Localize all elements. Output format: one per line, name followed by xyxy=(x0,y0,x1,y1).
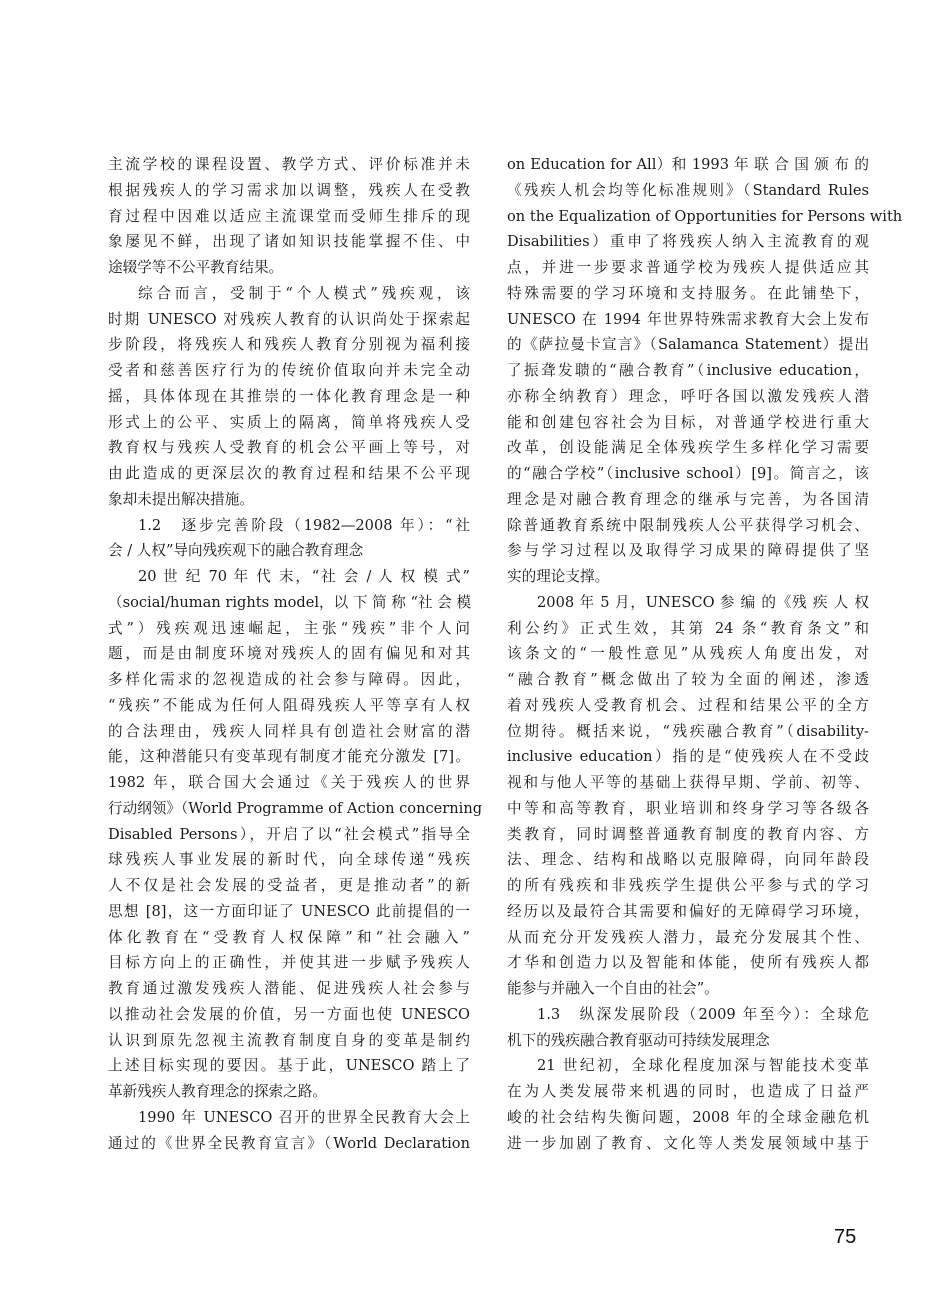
text-line: 20 世 纪 70 年 代 末，“社 会 / 人 权 模 式” xyxy=(138,568,470,585)
text-line: 行动纲领》（World Programme of Action concerning xyxy=(108,799,483,817)
text-line: 视和与他人平等的基础上获得早期、学前、初等、 xyxy=(507,774,869,791)
text-line: 综合而言，受制于“个人模式”残疾观，该 xyxy=(138,284,470,302)
text-line: 革新残疾人教育理念的探索之路。 xyxy=(108,1083,327,1100)
text-line: 教育权与残疾人受教育的机会公平画上等号，对 xyxy=(108,439,470,457)
text-line: UNESCO 在 1994 年世界特殊需求教育大会上发布 xyxy=(507,310,869,328)
text-line: 的合法理由，残疾人同样具有创造社会财富的潜 xyxy=(108,722,470,740)
text-line: 的所有残疾和非残疾学生提供公平参与式的学习 xyxy=(507,877,869,894)
text-line: 目标方向上的正确性，并使其进一步赋予残疾人 xyxy=(108,954,470,972)
text-line: 理念是对融合教育理念的继承与完善，为各国清 xyxy=(507,490,869,508)
text-line: 法、理念、结构和战略以克服障碍，向同年龄段 xyxy=(507,851,869,869)
text-line: 才华和创造力以及智能和体能，使所有残疾人都 xyxy=(507,954,869,972)
text-line: Disabled Persons），开启了以“社会模式”指导全 xyxy=(108,825,470,843)
text-line: 着对残疾人受教育机会、过程和结果公平的全方 xyxy=(507,696,869,714)
text-line: 受者和慈善医疗行为的传统价值取向并未完全动 xyxy=(108,362,470,379)
text-line: 以推动社会发展的价值，另一方面也使 UNESCO xyxy=(108,1005,470,1023)
text-line: 式”）残疾观迅速崛起，主张“残疾”非个人问 xyxy=(108,619,470,637)
text-line: 象却未提出解决措施。 xyxy=(108,490,254,508)
text-line: 能，这种潜能只有变革现有制度才能充分激发 [7]。 xyxy=(108,748,470,766)
text-line: 《残疾人机会均等化标准规则》（Standard Rules xyxy=(507,181,869,199)
text-line: inclusive education）指的是“使残疾人在不受歧 xyxy=(507,748,869,766)
text-line: 中等和高等教育，职业培训和终身学习等各级各 xyxy=(507,799,869,817)
text-line: 步阶段，将残疾人和残疾人教育分别视为福利接 xyxy=(108,336,470,354)
text-line: 象屡见不鲜，出现了诸如知识技能掌握不佳、中 xyxy=(108,233,470,251)
text-line: 2008 年 5 月，UNESCO 参 编 的《残 疾 人 权 xyxy=(537,593,869,611)
text-line: 亦称全纳教育）理念，呼吁各国以激发残疾人潜 xyxy=(507,387,869,405)
text-line: on Education for All）和 1993 年 联 合 国 颁 布 的 xyxy=(507,156,869,173)
text-line: 从而充分开发残疾人潜力，最充分发展其个性、 xyxy=(507,928,869,946)
text-line: 上述目标实现的要因。基于此，UNESCO 踏上了 xyxy=(108,1057,470,1075)
text-line: 的“融合学校”（inclusive school）[9]。简言之，该 xyxy=(507,465,869,482)
text-line: 峻的社会结构失衡问题，2008 年的全球金融危机 xyxy=(507,1108,869,1126)
text-line: 形式上的公平、实质上的隔离，简单将残疾人受 xyxy=(108,413,470,431)
text-line: 途辍学等不公平教育结果。 xyxy=(108,259,284,276)
text-line: 体化教育在“受教育人权保障”和“社会融入” xyxy=(108,928,470,946)
text-line: 摇，具体体现在其推崇的一体化教育理念是一种 xyxy=(108,387,470,405)
text-line: 1982 年，联合国大会通过《关于残疾人的世界 xyxy=(108,774,470,791)
text-line: 21 世纪初，全球化程度加深与智能技术变革 xyxy=(537,1057,869,1075)
section-heading-1-3: 1.3 纵深发展阶段（2009 年至今）：全球危 xyxy=(537,1005,869,1023)
text-line: 参与学习过程以及取得学习成果的障碍提供了坚 xyxy=(507,542,869,560)
text-line: 通过的《世界全民教育宣言》（World Declaration xyxy=(108,1134,470,1152)
left-column xyxy=(108,152,483,1156)
text-line: 认识到原先忽视主流教育制度自身的变革是制约 xyxy=(108,1031,470,1049)
section-heading-1-2-cont: 会 / 人权”导向残疾观下的融合教育理念 xyxy=(108,542,364,560)
text-line: 1990 年 UNESCO 召开的世界全民教育大会上 xyxy=(138,1108,470,1126)
text-line: 的《萨拉曼卡宣言》（Salamanca Statement）提出 xyxy=(507,336,869,354)
right-column xyxy=(507,152,903,1156)
text-line: 主流学校的课程设置、教学方式、评价标准并未 xyxy=(108,156,470,173)
text-line: （social/human rights model，以 下 简 称 “社 会 模 xyxy=(108,593,472,611)
text-line: 人不仅是社会发展的受益者，更是推动者”的新 xyxy=(108,877,470,894)
page-number: 75 xyxy=(834,1226,857,1248)
text-line: 能参与并融入一个自由的社会”。 xyxy=(507,980,719,997)
text-line: 经历以及最符合其需要和偏好的无障碍学习环境， xyxy=(507,902,869,920)
section-heading-1-3-cont: 机下的残疾融合教育驱动可持续发展理念 xyxy=(507,1031,770,1049)
text-line: 类教育，同时调整普通教育制度的教育内容、方 xyxy=(507,825,869,843)
text-line: 改革，创设能满足全体残疾学生多样化学习需要 xyxy=(507,439,869,457)
text-line: 能和创建包容社会为目标，对普通学校进行重大 xyxy=(507,413,869,431)
text-line: “残疾”不能成为任何人阻碍残疾人平等享有人权 xyxy=(108,696,470,714)
text-line: 了振聋发聩的“融合教育”（inclusive education， xyxy=(507,362,869,379)
text-line: “融合教育”概念做出了较为全面的阐述，渗透 xyxy=(507,671,869,688)
section-heading-1-2: 1.2 逐步完善阶段（1982—2008 年）：“社 xyxy=(138,516,470,534)
text-line: 根据残疾人的学习需求加以调整，残疾人在受教 xyxy=(108,181,470,199)
text-line: 该条文的“一般性意见”从残疾人角度出发，对 xyxy=(507,645,869,663)
text-line: 题，而是由制度环境对残疾人的固有偏见和对其 xyxy=(108,645,470,663)
text-line: on the Equalization of Opportunities for Persons with xyxy=(507,207,903,225)
text-line: 多样化需求的忽视造成的社会参与障碍。因此， xyxy=(108,671,470,688)
text-line: 特殊需要的学习环境和支持服务。在此铺垫下， xyxy=(507,284,869,302)
text-line: 育过程中因难以适应主流课堂而受师生排斥的现 xyxy=(108,207,470,225)
text-line: 球残疾人事业发展的新时代，向全球传递“残疾 xyxy=(108,851,470,869)
text-line: 利公约》正式生效，其第 24 条“教育条文”和 xyxy=(507,619,869,637)
text-line: 除普通教育系统中限制残疾人公平获得学习机会、 xyxy=(507,516,869,534)
text-line: 由此造成的更深层次的教育过程和结果不公平现 xyxy=(108,465,470,482)
text-line: 在为人类发展带来机遇的同时，也造成了日益严 xyxy=(507,1083,869,1100)
text-line: 位期待。概括来说，“残疾融合教育”（disability- xyxy=(507,722,869,740)
text-line: 时期 UNESCO 对残疾人教育的认识尚处于探索起 xyxy=(108,310,470,328)
text-line: 点，并进一步要求普通学校为残疾人提供适应其 xyxy=(507,259,869,276)
text-line: 实的理论支撑。 xyxy=(507,568,610,585)
text-line: 思想 [8]，这一方面印证了 UNESCO 此前提倡的一 xyxy=(108,902,470,920)
text-line: 教育通过激发残疾人潜能、促进残疾人社会参与 xyxy=(108,980,470,997)
text-line: 进一步加剧了教育、文化等人类发展领域中基于 xyxy=(507,1134,869,1152)
text-line: Disabilities）重申了将残疾人纳入主流教育的观 xyxy=(507,233,869,251)
